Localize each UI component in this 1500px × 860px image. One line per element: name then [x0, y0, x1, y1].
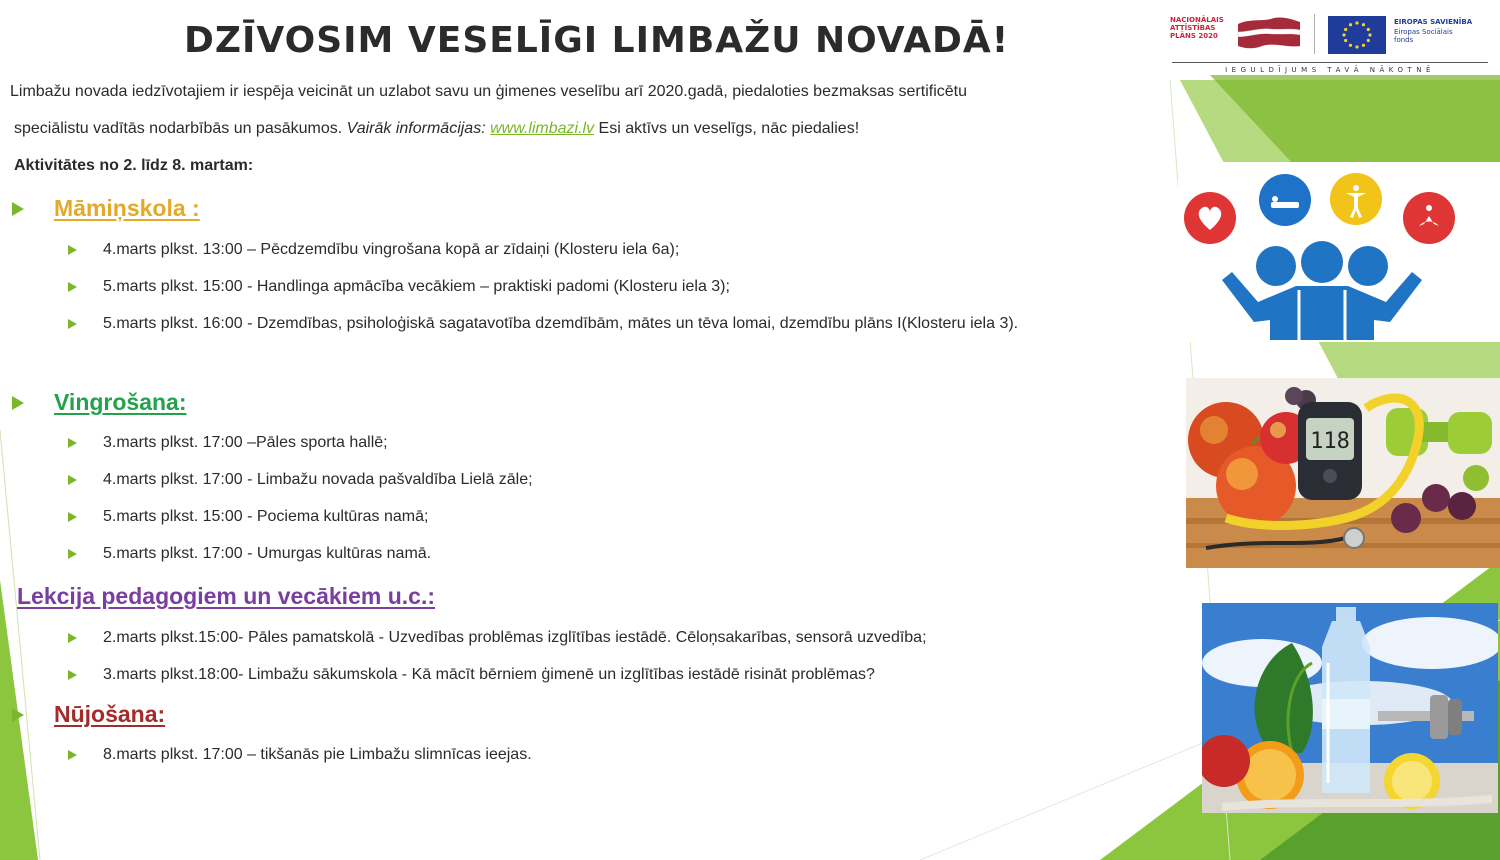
list-item-text: 4.marts plkst. 13:00 – Pēcdzemdību vingrošana kopā ar zīdaiņi (Klosteru iela 6a); — [103, 241, 680, 258]
fruits-glucometer-photo — [1186, 378, 1500, 568]
eu-flag-icon — [1328, 16, 1386, 54]
list-item — [68, 278, 730, 296]
list-item — [68, 434, 388, 452]
section-title: Lekcija pedagogiem un vecākiem u.c.: — [17, 583, 435, 609]
section-title: Māmiņskola : — [54, 195, 200, 221]
section-heading-lekcija — [17, 583, 435, 610]
glucometer-reading: 118 — [1310, 429, 1350, 454]
list-item-text: 5.marts plkst. 15:00 - Handlinga apmācība vecākiem – praktiski padomi (Klosteru iela 3); — [103, 278, 730, 295]
list-item — [68, 746, 532, 764]
page-title: DZĪVOSIM VESELĪGI LIMBAŽU NOVADĀ! — [184, 20, 1010, 61]
bullet-arrow-icon — [68, 438, 77, 448]
nap-2020-logo-text — [1170, 16, 1230, 40]
funding-logos — [1168, 8, 1490, 80]
website-link[interactable]: www.limbazi.lv — [490, 120, 595, 137]
section-title: Vingrošana: — [54, 389, 187, 415]
logo-motto: IEGULDĪJUMS TAVĀ NĀKOTNĒ — [1225, 66, 1435, 74]
nap-line: NACIONĀLAIS — [1170, 16, 1224, 24]
section-heading-maminskola — [12, 195, 200, 222]
list-item-text: 3.marts plkst. 17:00 –Pāles sporta hallē; — [103, 434, 388, 451]
section-arrow-icon — [12, 708, 24, 722]
list-item — [68, 545, 431, 563]
intro-line-2-end: Esi aktīvs un veselīgs, nāc piedalies! — [594, 120, 860, 137]
eu-fund-line: fonds — [1394, 36, 1414, 44]
health-icons-illustration — [1178, 162, 1500, 342]
activities-dates: Aktivitātes no 2. līdz 8. martam: — [14, 157, 254, 174]
list-item-text: 5.marts plkst. 16:00 - Dzemdības, psiholoģiskā sagatavotība dzemdībām, mātes un tēva lomai, dzemdību plāns I(Klosteru iela 3). — [103, 315, 1019, 332]
nap-line: PLĀNS 2020 — [1170, 32, 1218, 40]
list-item-text: 5.marts plkst. 15:00 - Pociema kultūras namā; — [103, 508, 429, 525]
logo-separator — [1314, 14, 1315, 54]
bullet-arrow-icon — [68, 670, 77, 680]
intro-line-2-start: speciālistu vadītās nodarbībās un pasākumos. — [14, 120, 347, 137]
eu-logo-text — [1394, 18, 1490, 44]
glucometer-icon — [1298, 402, 1362, 500]
latvia-flag-icon — [1234, 16, 1304, 52]
list-item — [68, 315, 1018, 333]
list-item-text: 4.marts plkst. 17:00 - Limbažu novada pašvaldība Lielā zāle; — [103, 471, 533, 488]
intro-more-info-label: Vairāk informācijas: — [346, 120, 491, 137]
list-item — [68, 629, 927, 647]
intro-line-1: Limbažu novada iedzīvotajiem ir iespēja veicināt un uzlabot savu un ģimenes veselību arī 2020.gadā, piedaloties bezmaksas sertificētu — [10, 83, 967, 100]
list-item — [68, 666, 875, 684]
water-vegetables-photo — [1202, 603, 1498, 813]
sleep-icon — [1259, 174, 1311, 226]
logo-divider-line — [1172, 62, 1488, 63]
section-title: Nūjošana: — [54, 701, 166, 727]
bullet-arrow-icon — [68, 750, 77, 760]
bullet-arrow-icon — [68, 549, 77, 559]
list-item-text: 8.marts plkst. 17:00 – tikšanās pie Limbažu slimnīcas ieejas. — [103, 746, 532, 763]
eu-stars-icon — [1328, 16, 1386, 54]
list-item — [68, 471, 533, 489]
bullet-arrow-icon — [68, 633, 77, 643]
bullet-arrow-icon — [68, 282, 77, 292]
list-item-text: 2.marts plkst.15:00- Pāles pamatskolā - Uzvedības problēmas izglītības iestādē. Cēloņsakarības, sensorā uzvedība; — [103, 629, 927, 646]
bullet-arrow-icon — [68, 245, 77, 255]
eu-fund-line: Eiropas Sociālais — [1394, 28, 1453, 36]
eu-title: EIROPAS SAVIENĪBA — [1394, 18, 1473, 26]
list-item-text: 3.marts plkst.18:00- Limbažu sākumskola - Kā mācīt bērniem ģimenē un izglītības iestādē risināt problēmas? — [103, 666, 875, 683]
bullet-arrow-icon — [68, 475, 77, 485]
list-item — [68, 241, 679, 259]
intro-line-2 — [14, 120, 859, 138]
list-item — [68, 508, 428, 526]
list-item-text: 5.marts plkst. 17:00 - Umurgas kultūras namā. — [103, 545, 432, 562]
section-heading-vingrosana — [12, 389, 187, 416]
section-heading-nujosana — [12, 701, 165, 728]
nap-line: ATTĪSTĪBAS — [1170, 24, 1216, 32]
section-arrow-icon — [12, 202, 24, 216]
bullet-arrow-icon — [68, 512, 77, 522]
water-bottle-icon — [1322, 607, 1370, 793]
section-arrow-icon — [12, 396, 24, 410]
bullet-arrow-icon — [68, 319, 77, 329]
